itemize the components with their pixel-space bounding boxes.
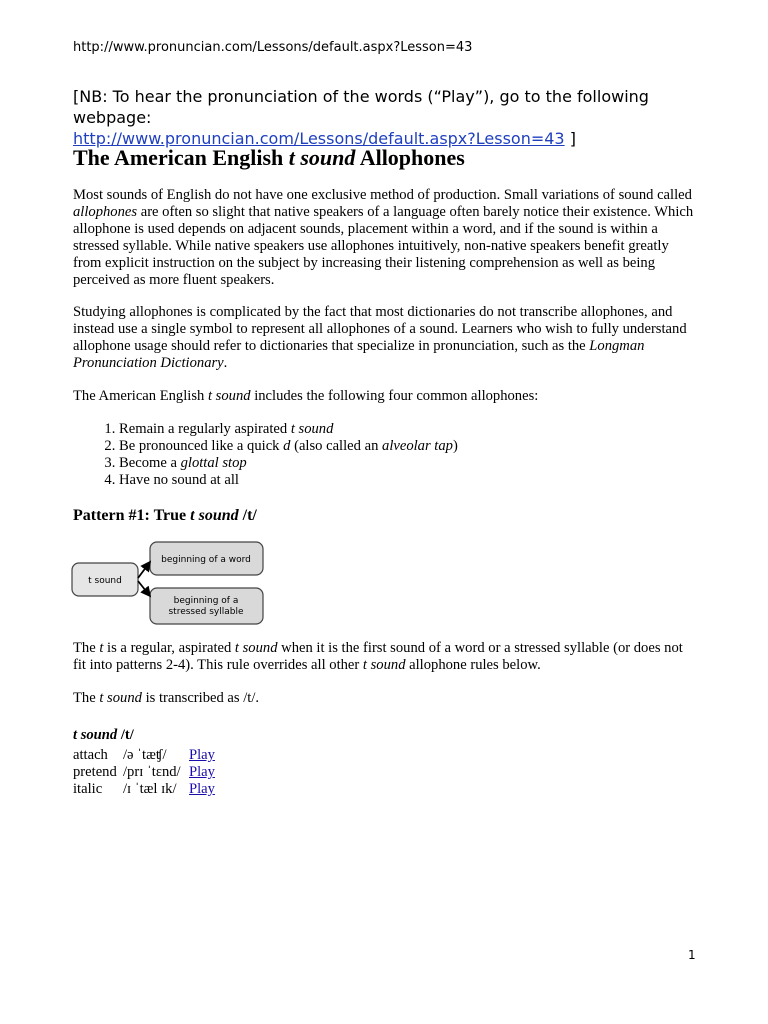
pattern-diagram <box>70 540 270 630</box>
allophone-list <box>97 421 458 489</box>
target-node-syllable <box>150 588 263 624</box>
lesson-link[interactable]: http://www.pronuncian.com/Lessons/default.aspx?Lesson=43 <box>73 129 565 148</box>
page-number: 1 <box>688 948 696 962</box>
table-row <box>73 764 215 781</box>
page-title: The American English t sound Allophones <box>73 145 465 170</box>
word-table <box>73 747 215 798</box>
arrow-to-syllable <box>138 581 150 596</box>
t-sound-heading: t sound /t/ <box>73 727 134 743</box>
table-row <box>73 781 215 798</box>
ipa-cell: /prɪ ˈtɛnd/ <box>123 764 181 780</box>
rule-paragraph: The t is a regular, aspirated t sound when it is the first sound of a word or a stressed syllable (or does not fit into patterns 2-4). This rule overrides all other t sound allophone rules below. <box>73 640 683 673</box>
play-link-attach[interactable]: Play <box>189 747 215 763</box>
arrow-to-word <box>138 562 150 578</box>
play-link-pretend[interactable]: Play <box>189 764 215 780</box>
play-link-italic[interactable]: Play <box>189 781 215 797</box>
ipa-cell: /ə ˈtæʧ/ <box>123 747 167 763</box>
list-item: 1. Remain a regularly aspirated t sound <box>119 421 458 438</box>
pattern-heading: Pattern #1: True t sound /t/ <box>73 507 257 524</box>
table-row <box>73 747 215 764</box>
list-item: 4. Have no sound at all <box>119 472 458 489</box>
target-label-word: beginning of a word <box>161 555 251 565</box>
list-item: 3. Become a glottal stop <box>119 455 458 472</box>
nb-text: [NB: To hear the pronunciation of the words (“Play”), go to the following webpage: <box>73 87 649 127</box>
nb-note <box>73 86 713 149</box>
target-label-syllable-2: stressed syllable <box>168 607 244 617</box>
header-url: http://www.pronuncian.com/Lessons/default.aspx?Lesson=43 <box>73 40 473 55</box>
ipa-cell: /ɪ ˈtæl ɪk/ <box>123 781 177 797</box>
dictionary-paragraph: Studying allophones is complicated by the fact that most dictionaries do not transcribe allophones, and instead use a single symbol to represent all allophones of a sound. Learners who wish to fully understand allophone usage should refer to dictionaries that specialize in pronunciation, such as the Longman Pronunciation Dictionary. <box>73 304 687 371</box>
transcription-paragraph: The t sound is transcribed as /t/. <box>73 690 260 706</box>
list-item: 2. Be pronounced like a quick d (also called an alveolar tap) <box>119 438 458 455</box>
source-label: t sound <box>88 576 122 586</box>
nb-suffix: ] <box>564 129 576 148</box>
intro-paragraph: Most sounds of English do not have one exclusive method of production. Small variations of sound called allophones are often so slight that native speakers of a language often barely notice their existence. Which allophone is used depends on adjacent sounds, placement within a word, and if the sound is within a stressed syllable. While native speakers use allophones intuitively, non-native speakers benefit greatly from explicit instruction on the subject by increasing their listening comprehension as well as being perceived as more fluent speakers. <box>73 187 694 288</box>
allophones-intro: The American English t sound includes the following four common allophones: <box>73 388 539 404</box>
word-cell: italic <box>73 781 103 797</box>
target-label-syllable-1: beginning of a <box>173 596 239 606</box>
word-cell: attach <box>73 747 108 763</box>
word-cell: pretend <box>73 764 117 780</box>
